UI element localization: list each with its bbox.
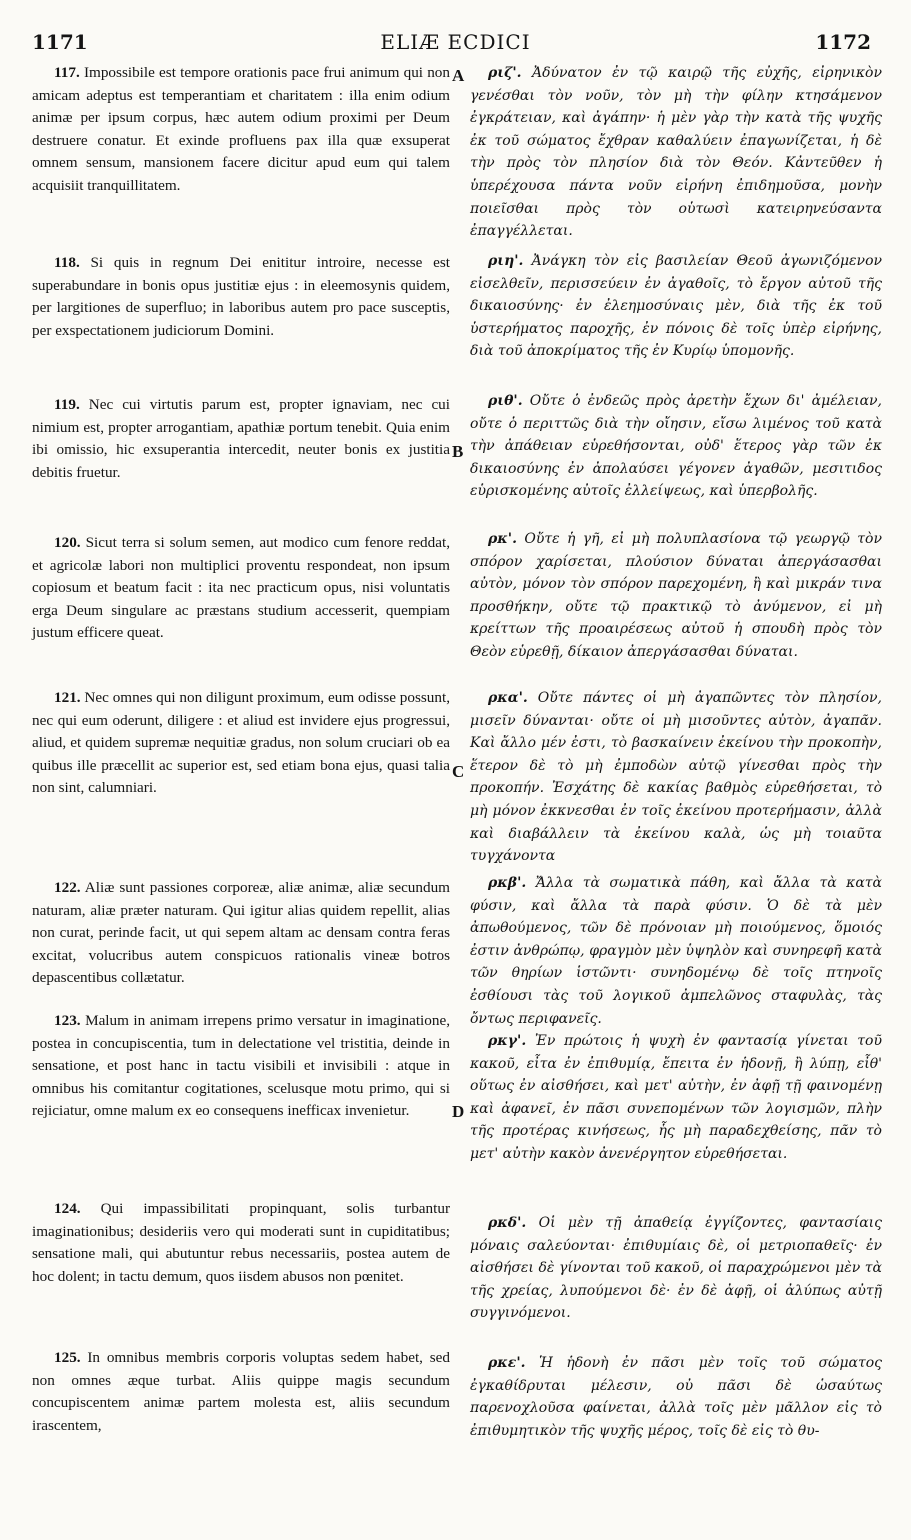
greek-paragraph: ρκε'. Ἡ ἡδονὴ ἐν πᾶσι μὲν τοῖς τοῦ σώματος ἐγκαθίδρυται μέλεσιν, οὐ πᾶσι δὲ ὡσαύτως παρενοχλοῦσα φαίνεται, ἀλλὰ τοῖς μὲν μᾶλλον εἰς τὸ ἐπιθυμητικὸν τῆς ψυχῆς μέρος, τοῖς δὲ εἰς τὸ θυ- <box>470 1355 883 1439</box>
latin-paragraph: 122. Aliæ sunt passiones corporeæ, aliæ animæ, aliæ secundum naturam, aliæ præter naturam. Qui igitur alias quidem repellit, alias non curat, perinde facit, ut qui sepem altam ac densam contra feras excitat, volucribus autem conspicuos rationalis vineæ botros depascentibus collætatur. <box>32 879 450 987</box>
greek-paragraph: ρκγ'. Ἐν πρώτοις ἡ ψυχὴ ἐν φαντασίᾳ γίνεται τοῦ κακοῦ, εἶτα ἐν ἐπιθυμίᾳ, ἔπειτα ἐν ἡδονῇ, ἢ λύπῃ, εἶθ' οὕτως ἐν αἰσθήσει, καὶ μετ' αὐτὴν, ἐν ἀφῇ τῇ φαινομένῃ καὶ ἀφανεῖ, ἐν πᾶσι συνεπομένων τῶν λογισμῶν, πλὴν τῆς προτέρας κινήσεως, ἧς μὴ παραδεχθείσης, πᾶν τὸ μετ' αὐτὴν κακὸν ἀνενέργητον εὑρεθήσεται. <box>470 1033 882 1162</box>
greek-paragraph: ριζ'. Ἀδύνατον ἐν τῷ καιρῷ τῆς εὐχῆς, εἰρηνικὸν γενέσθαι τὸν νοῦν, τὸν μὴ τὴν φίλην κτησάμενον ἐγκράτειαν, καὶ ἀγάπην· ἡ μὲν γὰρ τὴν κατὰ τῆς ψυχῆς ἐκ τοῦ σώματος ἔχθραν καθαλύειν ἐπαγωνίζεται, ἡ δὲ τὴν πρὸς τὸν πλησίον διὰ τὸν Θεόν. Κἀντεῦθεν ἡ ὑπερέχουσα πάντα νοῦν εἰρήνη ἐπιδημοῦσα, μονὴν ποιεῖσθαι πρὸς τὸν οὑτωσὶ κατειρηνεύσαντα ἐπαγγέλλεται. <box>470 65 882 240</box>
greek-column <box>470 62 882 1520</box>
page-header <box>0 30 911 58</box>
greek-paragraph: ρκβ'. Ἄλλα τὰ σωματικὰ πάθη, καὶ ἄλλα τὰ κατὰ φύσιν, καὶ ἄλλα τὰ παρὰ φύσιν. Ὁ δὲ τὰ μὲν ἀπωθούμενος, τῶν δὲ πρόνοιαν μὴ ποιούμενος, ὅμοιός ἐστιν ἀνθρώπῳ, φραγμὸν μὲν ὑψηλὸν καὶ συνηρεφῆ κατὰ τῶν θηρίων ἱστῶντι· συνηδομένῳ δὲ τοῖς πτηνοῖς ἐσθίουσι τὰς τοῦ λογικοῦ ἀμπελῶνος σταφυλὰς, τὰς ὄντως περιφανεῖς. <box>470 875 883 1027</box>
latin-paragraph: 118. Si quis in regnum Dei enititur introire, necesse est superabundare in bonis opus justitiæ ejus : in eleemosynis quidem, per largitiones de superfluo; in laboribus autem pro pace susceptis, per exspectationem judiciorum Domini. <box>32 254 451 339</box>
greek-paragraph: ριη'. Ἀνάγκη τὸν εἰς βασιλείαν Θεοῦ ἀγωνιζόμενον εἰσελθεῖν, περισσεύειν ἐν ἀγαθοῖς, τὸ ἔργον αὐτοῦ τῆς δικαιοσύνης· ἐν ἐλεημοσύναις μὲν, διὰ τῆς ἐκ τοῦ ὑστερήματος παροχῆς, ἐν πόνοις δὲ τοῖς ὑπὲρ εἰρήνης, διὰ τοῦ ἀποκρίματος τῆς ἐν Κυρίῳ ὑπομονῆς. <box>470 253 883 360</box>
running-title: ELIÆ ECDICI <box>380 30 531 54</box>
greek-paragraph: ρκδ'. Οἱ μὲν τῇ ἀπαθείᾳ ἐγγίζοντες, φαντασίαις μόναις σαλεύονται· ἐπιθυμίαις δὲ, οἱ μετριοπαθεῖς· ἐν αἰσθήσει δὲ γίνονται τοῦ κακοῦ, οἱ παραχρώμενοι μὲν τὰ τῆς χρείας, λυπούμενοι δὲ· ἐν δὲ ἀφῇ, οἱ ἀλύπως αὐτῇ συγγινόμενοι. <box>470 1215 882 1322</box>
latin-paragraph: 123. Malum in animam irrepens primo versatur in imaginatione, postea in concupiscentia, tum in delectatione vel tristitia, deinde in sensatione, et post hanc in tactu visibili et invisibili : atque in omnibus his comitantur cogitationes, scelusque motu primo, qui si rejiciatur, omne malum ex eo consequens inefficax invenietur. <box>32 1012 450 1120</box>
latin-paragraph: 121. Nec omnes qui non diligunt proximum, eum odisse possunt, nec qui eum oderunt, diligere : et aliud est invidere ejus progressui, aliud, et quidem supremæ nequitiæ gradus, non solum cruciari ob ea quibus ille præcellit ac superior est, sed etiam bona ejus, quasi talia non sint, calumniari. <box>32 689 451 797</box>
latin-paragraph: 120. Sicut terra si solum semen, aut modico cum fenore reddat, et agricolæ labori non multiplici proventu respondeat, non ipsum copiosum et beatum facit : ita nec practicum opus, nisi voluntatis erga Deum singulare ac præstans studium accesserit, quempiam justum efficere queat. <box>32 534 451 642</box>
greek-paragraph: ρκα'. Οὔτε πάντες οἱ μὴ ἀγαπῶντες τὸν πλησίον, μισεῖν δύνανται· οὔτε οἱ μὴ μισοῦντες αὐτὸν, ἀγαπᾶν. Καὶ ἄλλο μέν ἐστι, τὸ βασκαίνειν ἐκείνου τὴν προκοπὴν, ἕτερον δὲ τὸ μὴ ἐμποδὼν αὐτῷ γίνεσθαι πρὸς τὴν προκοπήν. Ἐσχάτης δὲ κακίας βαθμὸς εὑρεθήσεται, τὸ μὴ μόνον ἐκκνεσθαι ἐν τοῖς ἐκείνου προτερήμασιν, ἀλλὰ καὶ διαβάλλειν τὰ ἐκείνου καλὰ, ὡς μὴ τοιαῦτα τυγχάνοντα <box>470 690 883 865</box>
latin-column <box>32 62 450 1520</box>
margin-marker-d: D <box>452 1102 465 1121</box>
margin-marker-b: B <box>452 442 464 461</box>
greek-paragraph: ρκ'. Οὔτε ἡ γῆ, εἰ μὴ πολυπλασίονα τῷ γεωργῷ τὸν σπόρον χαρίσεται, πλούσιον δύναται ἀπεργάσασθαι αὐτὸν, μόνον τὸν σπόρον παρεχομένη, ἢ καὶ μικράν τινα προσθήκην, οὔτε τῷ πρακτικῷ τὸ ἀνύμενον, εἰ μὴ κρείττων τῆς προαιρέσεως αὐτοῦ ἡ σπουδὴ πρὸς τὸν Θεὸν εὑρεθῇ, δίκαιον ἀπεργάσασθαι δύναται. <box>470 531 882 660</box>
left-page-number: 1171 <box>32 30 88 54</box>
margin-marker-c: C <box>452 762 465 781</box>
latin-paragraph: 125. In omnibus membris corporis voluptas sedem habet, sed non omnes æque turbat. Aliis quippe magis secundum concupiscentem animæ partem molesta est, aliis secundum irascentem, <box>32 1349 450 1434</box>
greek-paragraph: ριθ'. Οὔτε ὁ ἐνδεῶς πρὸς ἀρετὴν ἔχων δι' ἀμέλειαν, οὔτε ὁ περιττῶς διὰ τὴν οἴησιν, εἴσω λιμένος τοῦ κατὰ τὴν ἀπάθειαν εὑρεθήσονται, οὐδ' ἕτερος γὰρ τῶν ἐκ δικαιοσύνης ἐν ἀπολαύσει γέγονεν ἀγαθῶν, μεσιτιδος εὑρισκομένης αὐτοῖς ἐλλείψεως, καὶ ὑπερβολῆς. <box>470 393 883 500</box>
latin-paragraph: 119. Nec cui virtutis parum est, propter ignaviam, nec cui nimium est, propter arrogantiam, apathiæ portum tenebit. Quia enim ibi omissio, hic exsuperantia intercedit, neuter bonis ex justitia debitis fruetur. <box>32 396 450 481</box>
right-page-number: 1172 <box>815 30 871 54</box>
latin-paragraph: 117. Impossibile est tempore orationis pace frui animum qui non amicam adeptus est temperantiam et charitatem : illa enim odium animæ per ipsum corpus, hæc autem odium proximi per Deum destruere conatur. Et exinde profluens pax illa quæ exsuperat omnem sensum, mansionem facere dicitur apud eum qui talem acquisiit tranquillitatem. <box>32 64 450 194</box>
latin-paragraph: 124. Qui impassibilitati propinquant, solis turbantur imaginationibus; desideriis vero qui moderati sunt in cupiditatibus; sensatione mali, qui abutuntur rebus necessariis, postea autem de hoc dolent; in tactu demum, quos iisdem abusos non pœnitet. <box>32 1200 451 1285</box>
margin-marker-a: A <box>452 66 465 85</box>
